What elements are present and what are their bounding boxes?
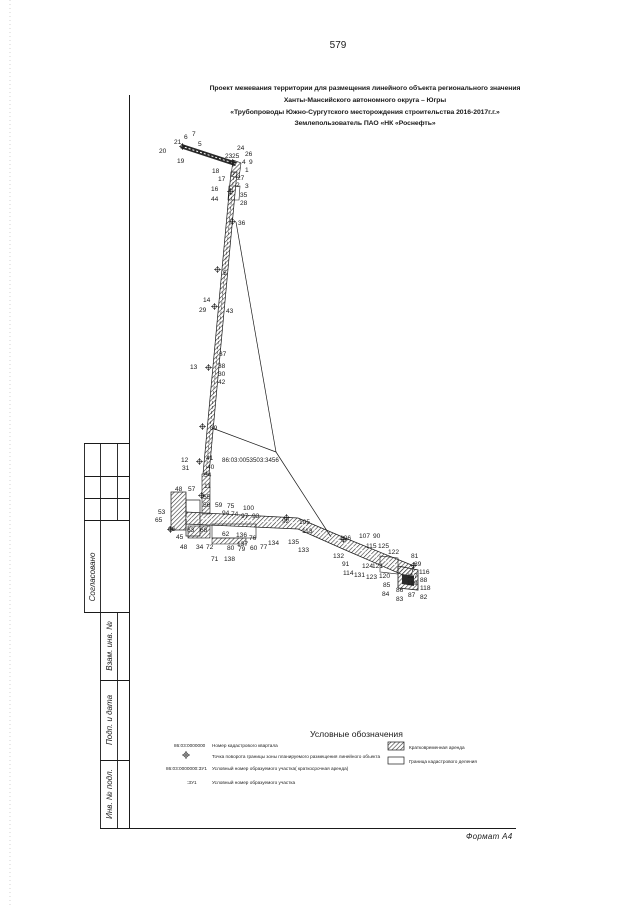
- point-label: 100: [243, 505, 255, 512]
- point-label: 44: [211, 196, 219, 203]
- header-line-object: «Трубопроводы Южно-Сургутского месторождения строительства 2016-2017г.г.»: [230, 108, 500, 116]
- point-label: 4: [242, 159, 246, 166]
- point-label: 119: [407, 580, 418, 587]
- point-label: 48: [180, 544, 188, 551]
- point-label: 81: [411, 553, 419, 560]
- point-label: 24: [237, 145, 245, 152]
- point-label: 82: [420, 594, 428, 601]
- point-label: 31: [182, 465, 190, 472]
- point-label: 53: [158, 509, 166, 516]
- point-label: 91: [342, 561, 350, 568]
- point-label: 6: [184, 134, 188, 141]
- point-label: 117: [407, 573, 418, 580]
- point-label: 88: [420, 577, 428, 584]
- point-label: 30: [218, 371, 226, 378]
- point-label: 89: [414, 561, 422, 568]
- point-label: 19: [177, 158, 185, 165]
- point-label: 121: [372, 563, 384, 570]
- point-label: 59: [215, 502, 223, 509]
- point-label: 120: [379, 573, 391, 580]
- point-label: 97: [241, 513, 249, 520]
- format-label: Формат А4: [466, 832, 513, 841]
- turn-point-icon: [196, 458, 203, 465]
- point-label: 105: [299, 519, 311, 526]
- drawing-frame: [100, 95, 516, 829]
- point-label: 5: [223, 270, 227, 277]
- point-label: 116: [419, 569, 430, 576]
- point-label: 114: [343, 570, 354, 577]
- parcel-cadastral-number: 86:03:0053503:3456: [222, 457, 279, 464]
- point-label: 21: [174, 139, 182, 146]
- point-label: 132: [333, 553, 345, 560]
- point-label: 87: [408, 592, 416, 599]
- point-label: 11: [204, 483, 211, 490]
- boundary-swatch: [388, 757, 404, 764]
- point-label: 72: [206, 544, 214, 551]
- point-label: 134: [268, 540, 280, 547]
- page-number: 579: [329, 40, 347, 51]
- point-label: 118: [420, 585, 431, 592]
- point-label: 55: [203, 494, 211, 501]
- point-label: 25: [232, 153, 240, 160]
- turn-point-icon: [199, 423, 206, 430]
- point-label: 75: [227, 503, 235, 510]
- legend-quarter-symbol: 86:03:0000000: [174, 743, 206, 748]
- point-label: 3: [245, 183, 249, 190]
- point-label: 35: [240, 192, 248, 199]
- point-label: 136: [236, 532, 248, 539]
- point-label: 131: [354, 572, 366, 579]
- legend-lease-parcel-label: Условный номер образуемого участка( краткосрочная аренда): [212, 766, 349, 771]
- legend: [166, 729, 477, 785]
- turn-point-icon: [214, 266, 221, 273]
- lease-swatch: [388, 742, 404, 750]
- stamp-agreed: Согласовано: [88, 552, 97, 602]
- header-line-project: Проект межевания территории для размещения линейного объекта регионального значения: [209, 85, 521, 92]
- point-label: 138: [224, 556, 236, 563]
- point-label: 40: [207, 464, 215, 471]
- point-label: 74: [231, 511, 239, 518]
- point-label: 13: [190, 364, 198, 371]
- legend-parcel-symbol: :ЗУ1: [187, 780, 197, 785]
- pipeline-route: [171, 146, 418, 590]
- point-label: 9: [249, 159, 253, 166]
- point-label: 113: [302, 528, 313, 535]
- point-label: 63: [187, 527, 195, 534]
- point-label: 79: [238, 546, 246, 553]
- point-label: 84: [382, 591, 390, 598]
- point-label: 27: [237, 175, 245, 182]
- point-label: 43: [226, 308, 234, 315]
- point-label: 38: [218, 363, 226, 370]
- stamp-replaced-inv: Взам. инв. №: [105, 621, 114, 671]
- point-label: 93: [252, 513, 260, 520]
- point-label: 135: [288, 539, 300, 546]
- point-label: 66: [168, 526, 176, 533]
- point-label: 123: [366, 574, 378, 581]
- point-label: 90: [373, 533, 381, 540]
- point-label: 71: [211, 556, 219, 563]
- legend-quarter-label: Номер кадастрового квартала: [212, 743, 278, 748]
- point-label: 77: [260, 544, 268, 551]
- turn-point-icon: [205, 364, 212, 371]
- legend-turn-point-label: Точка поворота границы зоны планируемого размещения линейного объекта: [212, 754, 381, 759]
- turn-point-icon: [211, 303, 218, 310]
- point-label: 56: [203, 502, 211, 509]
- legend-boundary-label: Граница кадастрового деления: [409, 759, 477, 764]
- point-label: 125: [378, 543, 390, 550]
- point-label: 76: [249, 535, 257, 542]
- legend-parcel-label: Условный номер образуемого участка: [212, 780, 296, 785]
- point-label: 48: [175, 486, 183, 493]
- point-label: 122: [388, 549, 400, 556]
- point-label: 2: [236, 182, 240, 189]
- point-label: 5: [198, 141, 202, 148]
- crosshair-icon: [182, 751, 190, 759]
- point-label: 92: [282, 518, 290, 525]
- point-label: 137: [237, 541, 249, 548]
- point-label: 60: [250, 545, 258, 552]
- point-label: 124: [362, 563, 374, 570]
- point-label: 62: [222, 531, 230, 538]
- point-label: 7: [192, 131, 196, 138]
- point-label: 12: [181, 457, 189, 464]
- point-label: 37: [219, 351, 227, 358]
- point-label: 23: [225, 153, 233, 160]
- point-label: 80: [227, 545, 235, 552]
- point-label: 29: [199, 307, 207, 314]
- point-label: 107: [359, 533, 371, 540]
- point-label: 106: [340, 535, 352, 542]
- point-label: 45: [176, 534, 184, 541]
- point-label: 42: [218, 379, 226, 386]
- stamp-original-inv: Инв. № подл.: [105, 769, 114, 819]
- header-line-landuser: Землепользователь ПАО «НК «Роснефть»: [294, 120, 436, 128]
- point-label: 28: [240, 200, 248, 207]
- point-label: 85: [383, 582, 391, 589]
- header-line-region: Ханты-Мансийского автономного округа – Югры: [283, 96, 447, 104]
- point-label: 16: [211, 186, 219, 193]
- point-label: 83: [396, 596, 404, 603]
- point-label: 94: [222, 510, 230, 517]
- point-label: 14: [203, 297, 211, 304]
- point-label: 17: [218, 176, 226, 183]
- stamp-signature-date: Подп. и дата: [105, 694, 114, 746]
- legend-lease-parcel-symbol: 86:03:0000000:ЗУ1: [166, 766, 207, 771]
- point-label: 41: [206, 455, 214, 462]
- point-label: 57: [188, 486, 196, 493]
- point-label: 39: [210, 425, 218, 432]
- point-label: 115: [366, 543, 377, 550]
- point-label: 65: [155, 517, 163, 524]
- point-label: 26: [245, 151, 253, 158]
- point-label: 68: [200, 527, 208, 534]
- point-label: 86: [396, 587, 404, 594]
- point-label: 1: [245, 167, 249, 174]
- point-label: 36: [238, 220, 246, 227]
- parcel-leader-lines: [212, 222, 331, 537]
- point-label: 54: [204, 472, 212, 479]
- point-label: 34: [196, 544, 204, 551]
- point-label: 133: [298, 547, 310, 554]
- legend-lease-label: Кратковременная аренда: [409, 745, 465, 750]
- point-label: 20: [159, 148, 167, 155]
- point-label: 18: [212, 168, 220, 175]
- legend-title: Условные обозначения: [310, 729, 403, 739]
